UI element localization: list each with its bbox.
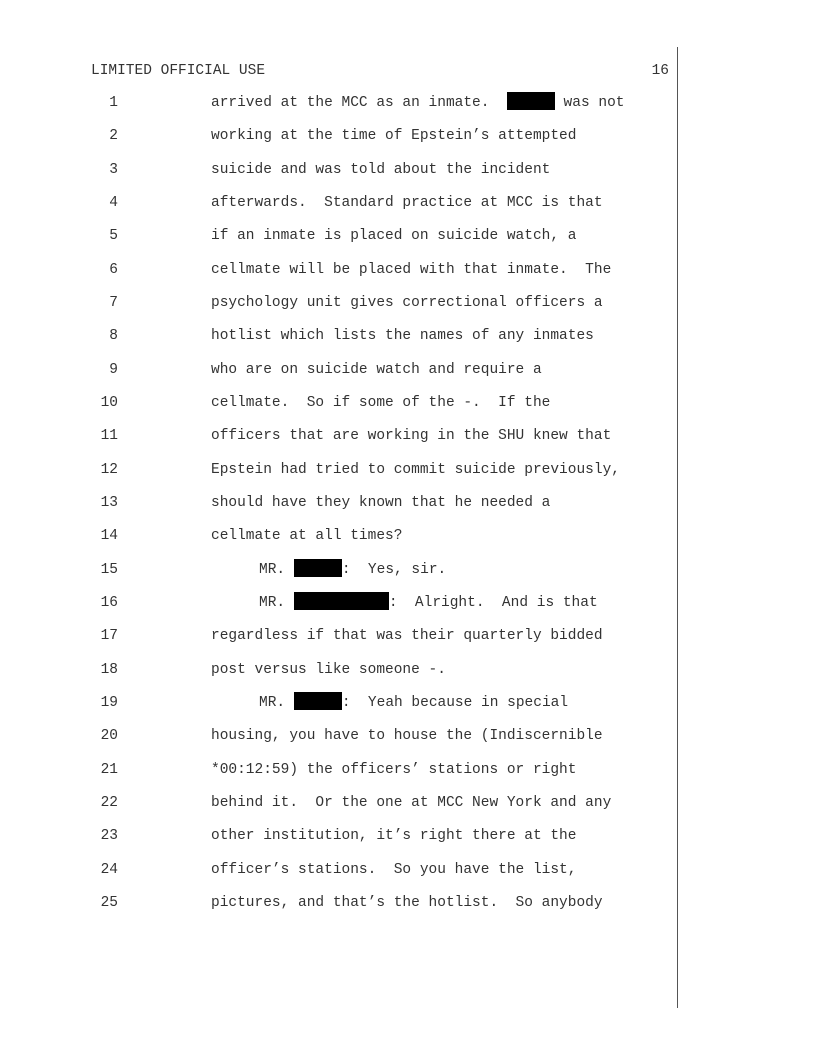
line-text: psychology unit gives correctional officers a [211, 295, 603, 311]
line-text: regardless if that was their quarterly bidded [211, 628, 603, 644]
line-text: who are on suicide watch and require a [211, 362, 542, 378]
transcript-line [0, 224, 816, 248]
transcript-line [0, 891, 816, 915]
line-number: 24 [100, 862, 118, 878]
transcript-line [0, 158, 816, 182]
line-text: officer’s stations. So you have the list, [211, 862, 577, 878]
line-text: arrived at the MCC as an inmate. was not [211, 91, 624, 115]
line-number: 19 [100, 695, 118, 711]
transcript-line [0, 391, 816, 415]
line-text: MR. : Yes, sir. [259, 558, 446, 582]
line-number: 15 [100, 562, 118, 578]
line-number: 18 [100, 662, 118, 678]
line-number: 7 [109, 295, 118, 311]
transcript-line [0, 658, 816, 682]
line-text: Epstein had tried to commit suicide previously, [211, 462, 620, 478]
line-text: cellmate. So if some of the -. If the [211, 395, 551, 411]
redaction-block [507, 92, 555, 110]
redaction-block [294, 559, 342, 577]
line-number: 12 [100, 462, 118, 478]
line-number: 14 [100, 528, 118, 544]
transcript-line [0, 358, 816, 382]
line-number: 10 [100, 395, 118, 411]
redaction-block [294, 592, 389, 610]
classification-label: LIMITED OFFICIAL USE [91, 63, 266, 79]
line-number: 3 [109, 162, 118, 178]
line-number: 13 [100, 495, 118, 511]
transcript-line [0, 624, 816, 648]
redaction-block [294, 692, 342, 710]
line-text: afterwards. Standard practice at MCC is that [211, 195, 603, 211]
line-text: MR. : Yeah because in special [259, 691, 568, 715]
line-text: working at the time of Epstein’s attempted [211, 128, 577, 144]
line-number: 9 [109, 362, 118, 378]
transcript-line [0, 858, 816, 882]
line-text: hotlist which lists the names of any inmates [211, 328, 594, 344]
line-text: should have they known that he needed a [211, 495, 551, 511]
line-text: if an inmate is placed on suicide watch, a [211, 228, 577, 244]
transcript-line [0, 324, 816, 348]
transcript-line [0, 124, 816, 148]
transcript-line [0, 524, 816, 548]
transcript-line [0, 724, 816, 748]
transcript-line [0, 691, 816, 715]
line-text: *00:12:59) the officers’ stations or right [211, 762, 577, 778]
transcript-line [0, 91, 816, 115]
transcript-line [0, 424, 816, 448]
transcript-line [0, 191, 816, 215]
line-number: 1 [109, 95, 118, 111]
line-number: 23 [100, 828, 118, 844]
line-text: cellmate at all times? [211, 528, 403, 544]
line-text: pictures, and that’s the hotlist. So anybody [211, 895, 603, 911]
transcript-line [0, 758, 816, 782]
line-number: 8 [109, 328, 118, 344]
line-text: behind it. Or the one at MCC New York and any [211, 795, 612, 811]
line-number: 21 [100, 762, 118, 778]
transcript-line [0, 458, 816, 482]
transcript-line [0, 791, 816, 815]
line-number: 20 [100, 728, 118, 744]
line-number: 22 [100, 795, 118, 811]
line-text: MR. : Alright. And is that [259, 591, 598, 615]
line-text: housing, you have to house the (Indiscernible [211, 728, 603, 744]
transcript-line [0, 558, 816, 582]
line-number: 17 [100, 628, 118, 644]
line-number: 11 [100, 428, 118, 444]
transcript-line [0, 824, 816, 848]
line-text: cellmate will be placed with that inmate. The [211, 262, 612, 278]
line-text: post versus like someone -. [211, 662, 446, 678]
line-number: 4 [109, 195, 118, 211]
line-number: 2 [109, 128, 118, 144]
line-number: 16 [100, 595, 118, 611]
transcript-line [0, 258, 816, 282]
transcript-line [0, 491, 816, 515]
line-number: 5 [109, 228, 118, 244]
line-number: 6 [109, 262, 118, 278]
line-text: suicide and was told about the incident [211, 162, 551, 178]
line-text: other institution, it’s right there at the [211, 828, 577, 844]
line-text: officers that are working in the SHU knew that [211, 428, 612, 444]
line-number: 25 [100, 895, 118, 911]
transcript-line [0, 291, 816, 315]
transcript-line [0, 591, 816, 615]
page-number: 16 [651, 63, 669, 79]
